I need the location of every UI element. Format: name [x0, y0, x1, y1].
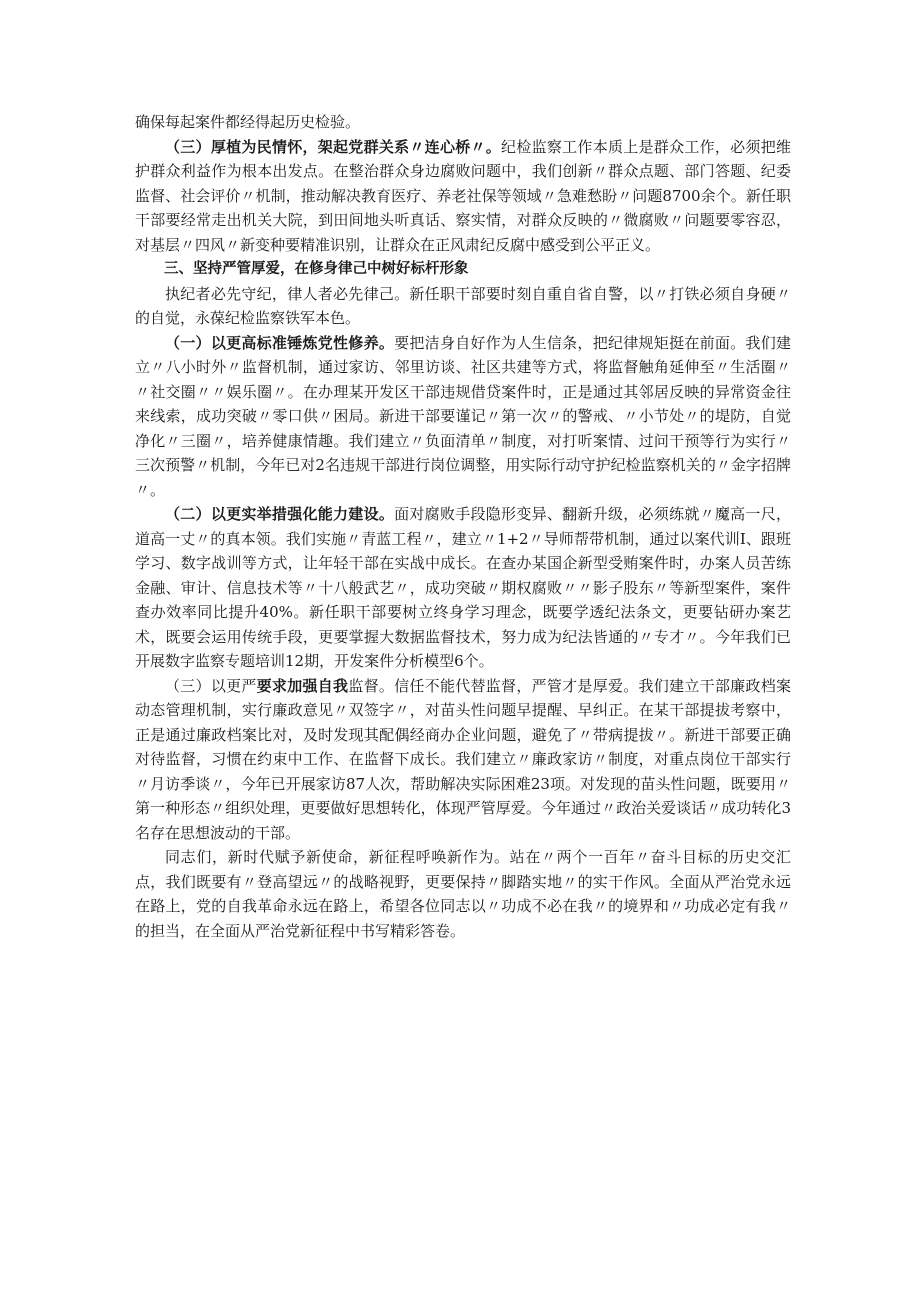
paragraph-text: 确保每起案件都经得起历史检验。	[135, 113, 361, 131]
paragraph-text: 同志们，新时代赋予新使命，新征程呼唤新作为。站在〃两个一百年〃奋斗目标的历史交汇点，我们既要有〃登高望远〃的战略视野，更要保持〃脚踏实地〃的实干作风。全面从严治党永远在路上，党的自我革命永远在路上，希望各位同志以〃功成不必在我〃的境界和〃功成必定有我〃的担当，在全面从严治党新征程中书写精彩答卷。	[135, 848, 791, 940]
document-body	[135, 110, 791, 943]
paragraph-text: 要把洁身自好作为人生信条，把纪律规矩挺在前面。我们建立〃八小时外〃监督机制，通过家访、邻里访谈、社区共建等方式，将监督触角延伸至〃生活圈〃〃社交圈〃〃娱乐圈〃。在办理某开发区干部违规借贷案件时，正是通过其邻居反映的异常资金往来线索，成功突破〃零口供〃困局。新进干部要谨记〃第一次〃的警戒、〃小节处〃的堤防，自觉净化〃三圈〃，培养健康情趣。我们建立〃负面清单〃制度，对打听案情、过问干预等行为实行〃三次预警〃机制，今年已对2名违规干部进行岗位调整，用实际行动守护纪检监察机关的〃金字招牌〃。	[135, 333, 791, 499]
paragraph-lead: （一）以更高标准锤炼党性修养。	[165, 333, 395, 352]
paragraph-section-2-3	[135, 135, 791, 258]
paragraph-closing	[135, 845, 791, 943]
paragraph-lead-bold: 要求加强自我	[256, 676, 349, 695]
paragraph-lead-plain: （三）以更严	[165, 676, 257, 695]
paragraph-section-3-2	[135, 502, 791, 674]
paragraph-section-3-intro	[135, 282, 791, 331]
section-heading-3	[135, 257, 791, 282]
paragraph-lead: （三）厚植为民情怀，架起党群关系〃连心桥〃。	[165, 137, 502, 156]
paragraph-lead: （二）以更实举措强化能力建设。	[165, 505, 395, 523]
heading-text: 三、坚持严管厚爱，在修身律己中树好标杆形象	[164, 261, 469, 277]
paragraph-text: 监督。信任不能代替监督，严管才是厚爱。我们建立干部廉政档案动态管理机制，实行廉政意见〃双签字〃，对苗头性问题早提醒、早纠正。在某干部提拔考察中，正是通过廉政档案比对，及时发现其配偶经商办企业问题，避免了〃带病提拔〃。新进干部要正确对待监督，习惯在约束中工作、在监督下成长。我们建立〃廉政家访〃制度，对重点岗位干部实行〃月访季谈〃，今年已开展家访87人次，帮助解决实际困难23项。对发现的苗头性问题，既要用〃第一种形态〃组织处理，更要做好思想转化，体现严管厚爱。今年通过〃政治关爱谈话〃成功转化3名存在思想波动的干部。	[135, 676, 791, 842]
paragraph-section-3-3	[135, 674, 791, 846]
paragraph-text: 纪检监察工作本质上是群众工作，必须把维护群众利益作为根本出发点。在整治群众身边腐败问题中，我们创新〃群众点题、部门答题、纪委监督、社会评价〃机制，推动解决教育医疗、养老社保等领域〃急难愁盼〃问题8700余个。新任职干部要经常走出机关大院，到田间地头听真话、察实情，对群众反映的〃微腐败〃问题要零容忍，对基层〃四风〃新变种要精准识别，让群众在正风肃纪反腐中感受到公平正义。	[135, 137, 791, 254]
paragraph-text: 执纪者必先守纪，律人者必先律己。新任职干部要时刻自重自省自警，以〃打铁必须自身硬〃的自觉，永葆纪检监察铁军本色。	[135, 284, 791, 327]
paragraph-continuation	[135, 110, 791, 135]
paragraph-text: 面对腐败手段隐形变异、翻新升级，必须练就〃魔高一尺，道高一丈〃的真本领。我们实施〃青蓝工程〃，建立〃1+2〃导师帮带机制，通过以案代训I、跟班学习、数字战训等方式，让年轻干部在实战中成长。在查办某国企新型受贿案件时，办案人员苦练金融、审计、信息技术等〃十八般武艺〃，成功突破〃期权腐败〃〃影子股东〃等新型案件，案件查办效率同比提升40%。新任职干部要树立终身学习理念，既要学透纪法条文，更要钻研办案艺术，既要会运用传统手段，更要掌握大数据监督技术，努力成为纪法皆通的〃专才〃。今年我们已开展数字监察专题培训12期，开发案件分析模型6个。	[135, 505, 791, 670]
paragraph-section-3-1	[135, 331, 791, 503]
